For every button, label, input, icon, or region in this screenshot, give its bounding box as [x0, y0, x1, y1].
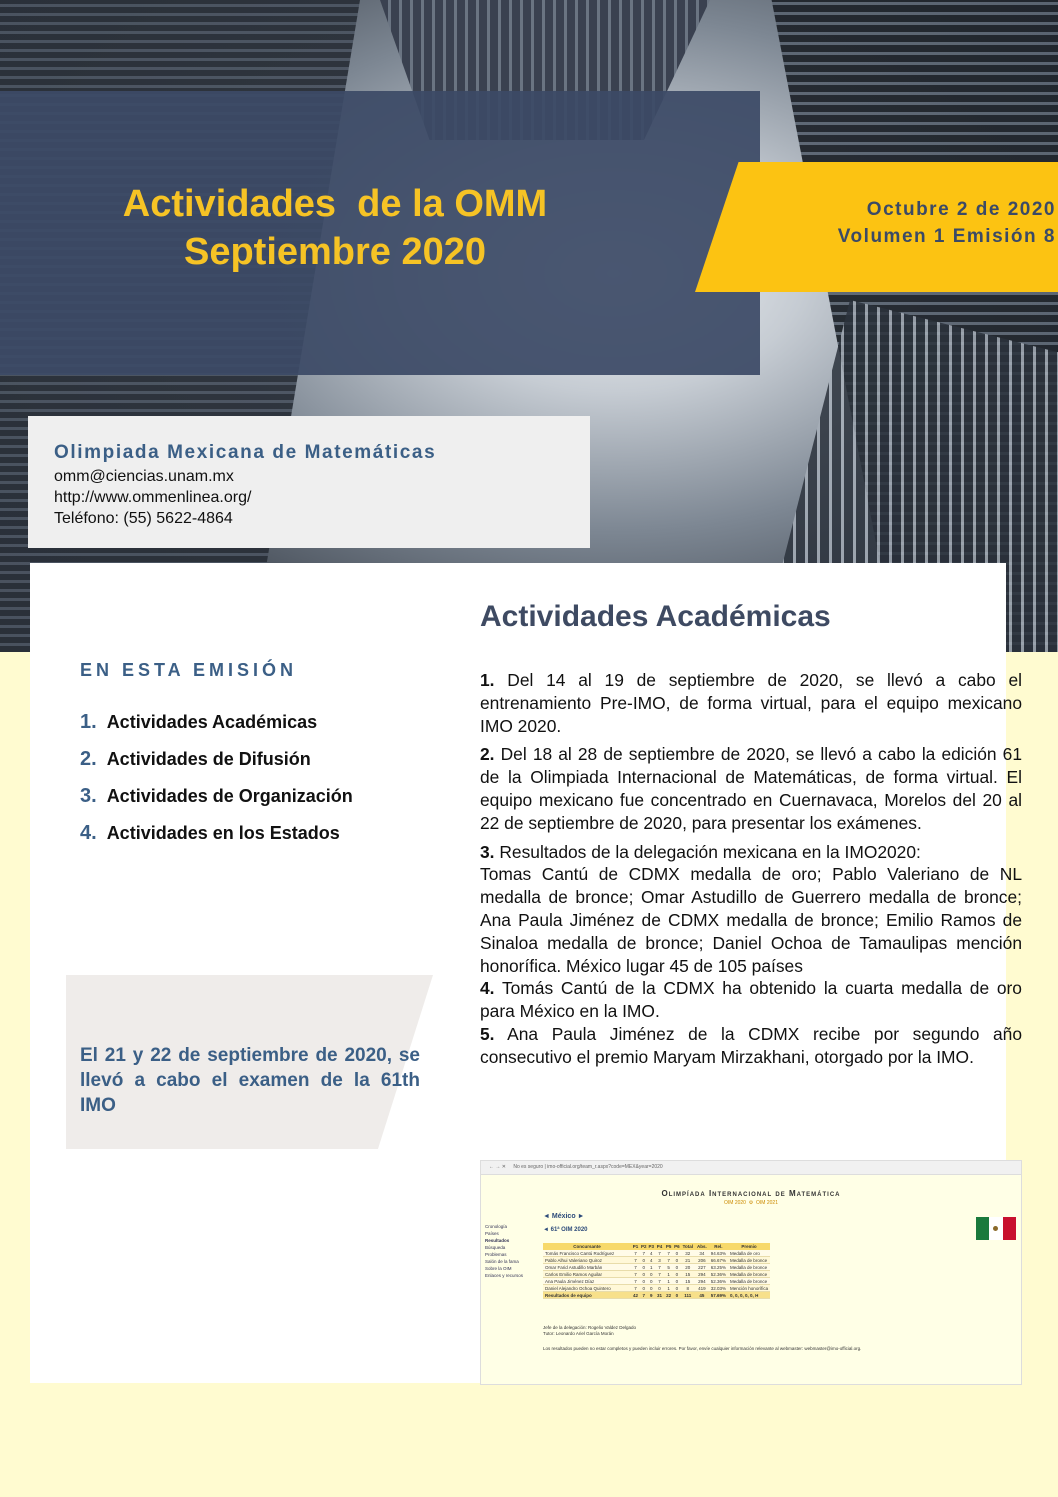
- paragraph-text: Tomas Cantú de CDMX medalla de oro; Pablo Valeriano de NL medalla de bronce; Omar Astudillo de Guerrero medalla de bronce; Ana Paula Jiménez de CDMX medalla de bronce; Emilio Ramos de Sinaloa medalla de bronce; Daniel Ochoa de Tamaulipas mención honorífica. México lugar 45 de 105 países: [480, 864, 1022, 976]
- toc-label: Actividades de Organización: [106, 786, 353, 806]
- table-cell: 32.03%: [710, 1285, 727, 1291]
- table-row: [543, 1278, 770, 1285]
- table-cell: 32: [681, 1250, 695, 1257]
- table-cell: Tomás Francisco Cantú Rodríguez: [543, 1250, 631, 1257]
- toc-label: Actividades Académicas: [106, 712, 318, 732]
- paragraph-4: [480, 977, 1022, 1023]
- table-cell: 52.36%: [710, 1278, 727, 1284]
- delegation-info: [543, 1325, 636, 1337]
- table-cell: 22: [666, 1292, 672, 1298]
- table-cell: 45: [695, 1292, 709, 1299]
- table-cell: 1: [648, 1264, 656, 1271]
- sidebar-item: Problemas: [485, 1252, 507, 1257]
- sidebar-item: Cronología: [485, 1224, 508, 1229]
- paragraph-number: 1.: [480, 670, 495, 690]
- disclaimer-text: Los resultados pueden no estar completos y pueden incluir errores. Por favor, envíe cualquier información relevante al webmaster: webmaster@imo-official.org.: [543, 1346, 862, 1351]
- table-cell: 7: [631, 1250, 640, 1257]
- table-cell: 7: [631, 1285, 640, 1292]
- column-header: P1: [632, 1244, 639, 1249]
- toc-label: Actividades de Difusión: [106, 749, 311, 769]
- toc-item-2[interactable]: [80, 748, 311, 771]
- table-cell: 94.63%: [710, 1250, 727, 1256]
- table-cell: 15: [681, 1271, 695, 1278]
- sidebar-item: Países: [485, 1231, 499, 1236]
- paragraph-5: [480, 1023, 1022, 1069]
- table-cell: Medalla de oro: [728, 1250, 770, 1257]
- table-cell: 5: [664, 1264, 673, 1271]
- table-cell: 7: [664, 1257, 673, 1264]
- table-cell: 294: [695, 1271, 709, 1278]
- column-header: P4: [656, 1244, 663, 1249]
- column-header: Abs.: [697, 1244, 707, 1249]
- table-cell: 34: [695, 1250, 709, 1257]
- org-name: Olimpiada Mexicana de Matemáticas: [54, 442, 437, 463]
- table-cell: 31: [657, 1292, 663, 1298]
- team-total-row: [543, 1292, 770, 1299]
- callout-text: El 21 y 22 de septiembre de 2020, se llevó a cabo el examen de la 61th IMO: [80, 1045, 420, 1116]
- url-bar: No es seguro | imo-official.org/team_r.aspx?code=MEX&year=2020: [513, 1164, 663, 1170]
- mexico-flag: [976, 1217, 1016, 1240]
- table-cell: 52.36%: [710, 1271, 727, 1277]
- table-cell: 111: [681, 1292, 695, 1299]
- results-body: [543, 1250, 770, 1299]
- imo-results-screenshot: [480, 1160, 1022, 1385]
- table-cell: 1: [664, 1285, 673, 1292]
- sidebar-item: Resultados: [485, 1238, 510, 1243]
- table-cell: Omar Farid Astudillo Marbán: [543, 1264, 631, 1271]
- paragraph-text: Del 18 al 28 de septiembre de 2020, se llevó a cabo la edición 61 de la Olimpiada Internacional de Matemáticas, de forma virtual. El equipo mexicano fue concentrado en Cuernavaca, Morelos del 20 al 22 de septiembre de 2020, para presentar los exámenes.: [480, 744, 1023, 833]
- sidebar-item: Enlaces y recursos: [485, 1273, 524, 1278]
- toc-item-1[interactable]: [80, 711, 317, 734]
- table-cell: 1: [664, 1278, 673, 1285]
- sidebar-item: Salón de la fama: [485, 1259, 519, 1264]
- table-cell: 0: [655, 1285, 664, 1292]
- table-cell: 7: [640, 1292, 648, 1299]
- leader-text: Jefe de la delegación: Rogelio Valdez Delgado: [543, 1325, 636, 1330]
- issue-date: Octubre 2 de 2020: [866, 199, 1056, 220]
- paragraph-text: Ana Paula Jiménez de la CDMX recibe por segundo año consecutivo el premio Maryam Mirzakhani, otorgado por la IMO.: [480, 1023, 1022, 1067]
- table-cell: 294: [695, 1278, 709, 1285]
- table-cell: 4: [648, 1250, 656, 1257]
- table-cell: 7: [631, 1278, 640, 1285]
- contact-url[interactable]: http://www.ommenlinea.org/: [54, 489, 252, 506]
- column-header: Total: [682, 1244, 694, 1249]
- paragraph-number: 5.: [480, 1023, 495, 1044]
- column-header: Rel.: [714, 1244, 723, 1249]
- issue-info: [760, 196, 1056, 250]
- section-title: Actividades Académicas: [480, 600, 831, 633]
- table-cell: Pablo Alhui Valeriano Quiroz: [543, 1257, 631, 1264]
- table-cell: 0: [640, 1285, 648, 1292]
- table-header-row: [543, 1243, 770, 1250]
- table-cell: 7: [631, 1271, 640, 1278]
- table-cell: 63.25%: [710, 1264, 727, 1270]
- section-body: [480, 669, 1022, 1075]
- paragraph-heading: Resultados de la delegación mexicana en la IMO2020:: [499, 841, 921, 862]
- tutor-text: Tutor: Leonardo Ariel García Morán: [543, 1331, 614, 1336]
- table-cell: 7: [655, 1250, 664, 1257]
- table-cell: Mención honorífica: [730, 1285, 769, 1291]
- country-nav: ◄ México ►: [543, 1213, 585, 1220]
- table-cell: Resultados de equipo: [543, 1292, 631, 1299]
- title-line-1: Actividades de la OMM: [122, 183, 548, 225]
- table-cell: Daniel Alejandro Ochoa Quintero: [543, 1285, 631, 1292]
- paragraph-number: 2.: [480, 744, 495, 765]
- table-cell: 0: [673, 1257, 681, 1264]
- table-cell: 0: [640, 1278, 648, 1285]
- paragraph-1: [480, 669, 1022, 737]
- title-line-2: Septiembre 2020: [183, 231, 487, 273]
- table-cell: Ana Paula Jiménez Díaz: [543, 1278, 631, 1285]
- table-cell: 1: [664, 1271, 673, 1278]
- site-nav: OIM 2020 ⚙ OIM 2021: [724, 1200, 778, 1206]
- contact-email[interactable]: omm@ciencias.unam.mx: [54, 468, 234, 485]
- column-header: Premio: [741, 1244, 757, 1249]
- table-cell: Medalla de bronce: [728, 1264, 770, 1271]
- table-cell: 42: [633, 1292, 639, 1298]
- table-row: [543, 1257, 770, 1264]
- nav-item: OIM 2021: [756, 1200, 778, 1206]
- table-cell: 0: [648, 1285, 656, 1292]
- table-cell: 7: [655, 1264, 664, 1271]
- toc-heading: EN ESTA EMISIÓN: [80, 660, 298, 680]
- paragraph-text: Tomás Cantú de la CDMX ha obtenido la cuarta medalla de oro para México en la IMO.: [480, 978, 1022, 1022]
- paragraph-number: 4.: [480, 978, 495, 999]
- column-header: P6: [674, 1244, 680, 1249]
- toc-num: 2.: [80, 748, 97, 770]
- table-cell: 8: [681, 1285, 695, 1292]
- toc-num: 4.: [80, 822, 97, 844]
- table-cell: 227: [695, 1264, 709, 1271]
- table-cell: 7: [655, 1271, 664, 1278]
- edition-nav: ◄ 61ª OIM 2020: [543, 1227, 588, 1233]
- toc-label: Actividades en los Estados: [106, 823, 340, 843]
- table-cell: 15: [681, 1278, 695, 1285]
- column-header: P2: [641, 1244, 647, 1249]
- sidebar-item: Búsqueda: [485, 1245, 506, 1250]
- paragraph-3: [480, 841, 1022, 978]
- table-cell: Medalla de bronce: [728, 1257, 770, 1264]
- table-cell: Carlos Emilio Ramos Aguilar: [543, 1271, 631, 1278]
- browser-bar: [481, 1161, 1021, 1175]
- table-cell: Medalla de bronce: [728, 1271, 770, 1278]
- nav-item: OIM 2020: [724, 1200, 746, 1206]
- toc-num: 3.: [80, 785, 97, 807]
- table-cell: 0: [673, 1271, 681, 1278]
- table-row: [543, 1285, 770, 1292]
- table-cell: 0, 0, 0, 0, 0, H: [728, 1292, 770, 1299]
- table-cell: 7: [655, 1278, 664, 1285]
- table-cell: 21: [681, 1257, 695, 1264]
- table-cell: 0: [640, 1257, 648, 1264]
- issue-volume: Volumen 1 Emisión 8: [837, 226, 1056, 247]
- table-cell: Medalla de bronce: [728, 1278, 770, 1285]
- column-header: P3: [648, 1244, 655, 1249]
- table-row: [543, 1264, 770, 1271]
- site-title: Olimpíada Internacional de Matemática: [661, 1189, 841, 1198]
- toc-item-4[interactable]: [80, 822, 340, 845]
- table-cell: 0: [673, 1250, 681, 1257]
- table-row: [543, 1271, 770, 1278]
- table-cell: 7: [631, 1264, 640, 1271]
- table-cell: 7: [631, 1257, 640, 1264]
- table-cell: 206: [695, 1257, 709, 1264]
- column-header: P5: [665, 1244, 672, 1249]
- table-cell: 0: [648, 1271, 656, 1278]
- table-cell: 0: [673, 1264, 681, 1271]
- paragraph-text: Del 14 al 19 de septiembre de 2020, se llevó a cabo el entrenamiento Pre-IMO, de forma virtual, para el equipo mexicano IMO 2020.: [480, 670, 1022, 736]
- table-cell: 7: [640, 1250, 648, 1257]
- toc-num: 1.: [80, 711, 97, 733]
- page-title: [0, 180, 670, 276]
- table-cell: 3: [655, 1257, 664, 1264]
- table-cell: 0: [648, 1278, 656, 1285]
- sidebar-item: Sobre la OIM: [485, 1266, 512, 1271]
- table-cell: 0: [673, 1292, 681, 1299]
- paragraph-number: 3.: [480, 841, 495, 862]
- table-cell: 0: [640, 1264, 648, 1271]
- table-cell: 57.69%: [710, 1292, 727, 1298]
- back-icon: ← → ✕: [489, 1164, 506, 1170]
- column-header: Concursante: [573, 1244, 601, 1249]
- site-sidebar: [485, 1223, 535, 1279]
- table-cell: 7: [664, 1250, 673, 1257]
- paragraph-2: [480, 743, 1022, 834]
- table-cell: 4: [648, 1257, 656, 1264]
- table-cell: 66.67%: [710, 1257, 727, 1263]
- table-cell: 0: [673, 1285, 681, 1292]
- table-cell: 419: [695, 1285, 709, 1292]
- table-cell: 0: [673, 1278, 681, 1285]
- table-cell: 0: [640, 1271, 648, 1278]
- results-table: [543, 1243, 770, 1299]
- table-cell: 9: [648, 1292, 656, 1299]
- table-cell: 20: [681, 1264, 695, 1271]
- toc-item-3[interactable]: [80, 785, 353, 808]
- contact-phone: Teléfono: (55) 5622-4864: [54, 510, 233, 527]
